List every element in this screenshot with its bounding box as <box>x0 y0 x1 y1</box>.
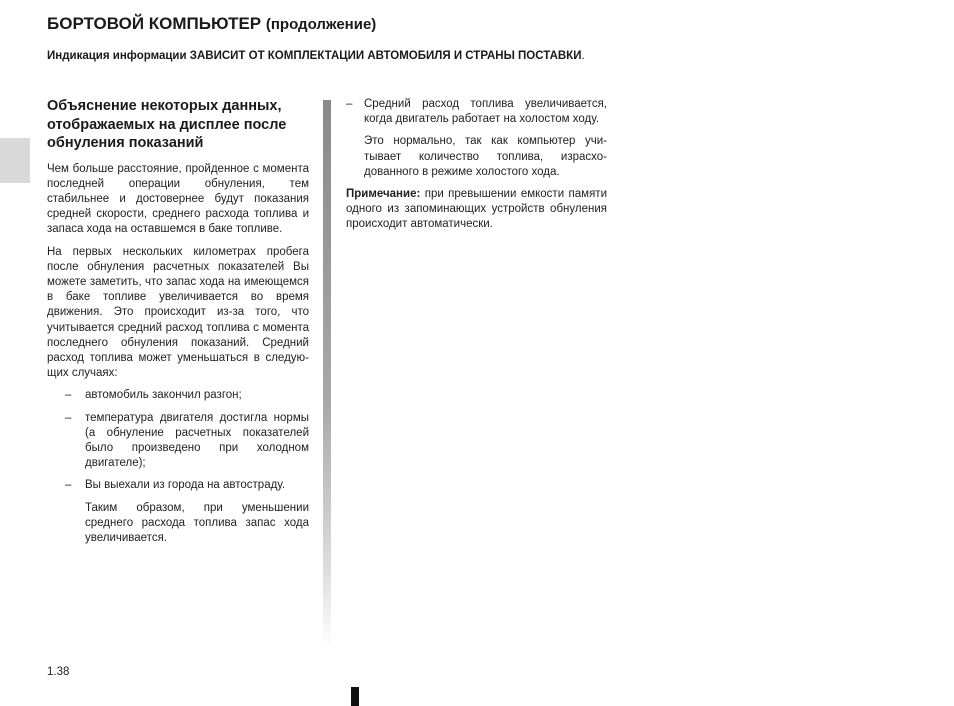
paragraph-distance: Чем больше расстояние, пройденное с момента последней операции обнуления, тем стабильнее и достовернее будут показания средней скорости, среднего расхода топлива и запаса хода на оставшемся в баке топливе. <box>47 162 309 236</box>
list-item <box>47 411 309 472</box>
paragraph-range: На первых нескольких километрах пробега после обнуления расчетных показателей Вы можете заметить, что запас хода на имеющемся в баке топливе увеличивается во время движения. Это происходит из-за того, что учитывается средний расход топлива с момента последнего обнуления показаний. Средний расход топлива может уменьшаться в следующих случаях: <box>47 245 309 380</box>
page-title <box>47 14 376 34</box>
column-divider <box>323 100 331 648</box>
note-paragraph <box>346 187 607 233</box>
left-column <box>47 97 309 553</box>
page-subtitle <box>47 50 585 62</box>
dash-bullet: – <box>65 411 72 424</box>
page-edge-marker <box>351 687 359 706</box>
list-item <box>47 478 309 493</box>
subtitle-text: Индикация информации ЗАВИСИТ ОТ КОМПЛЕКТАЦИИ АВТОМОБИЛЯ И СТРАНЫ ПОСТАВКИ <box>47 50 582 62</box>
note-text: при превышении емкости памяти одного из запоминающих устройств обнуления происходит автоматически. <box>346 188 607 231</box>
chapter-side-tab <box>0 138 30 183</box>
dash-bullet: – <box>65 479 72 492</box>
list-item-text: Средний расход топлива увеличивается, когда двигатель работает на холостом ходу. <box>364 98 607 126</box>
page-title-suffix: (продолжение) <box>265 16 377 33</box>
page-number: 1.38 <box>47 666 70 678</box>
note-label: Примечание: <box>346 188 421 201</box>
list-item-text: автомобиль закончил разгон; <box>85 389 242 402</box>
list-followup-paragraph: Таким образом, при уменьшении среднего расхода топлива запас хода увеличивается. <box>85 501 309 544</box>
list-item-text: Вы выехали из города на автостраду. <box>85 479 286 492</box>
list-item-text: температура двигателя достигла нормы (а обнуление расчетных показателей было произведено при холодном двигателе); <box>85 411 309 470</box>
subtitle-period: . <box>581 50 585 62</box>
section-heading: Объяснение некоторых данных, отображаемых на дисплее после обнуления показаний <box>47 98 287 151</box>
list-followup-paragraph: Это нормально, так как компьютер учитывает количество топлива, израсходованного в режиме холостого хода. <box>364 135 607 178</box>
list-item <box>346 97 607 127</box>
dash-bullet: – <box>346 98 353 110</box>
dash-bullet: – <box>65 389 72 402</box>
page-title-main: БОРТОВОЙ КОМПЬЮТЕР <box>47 14 262 33</box>
right-column <box>346 97 607 240</box>
list-item <box>47 388 309 403</box>
